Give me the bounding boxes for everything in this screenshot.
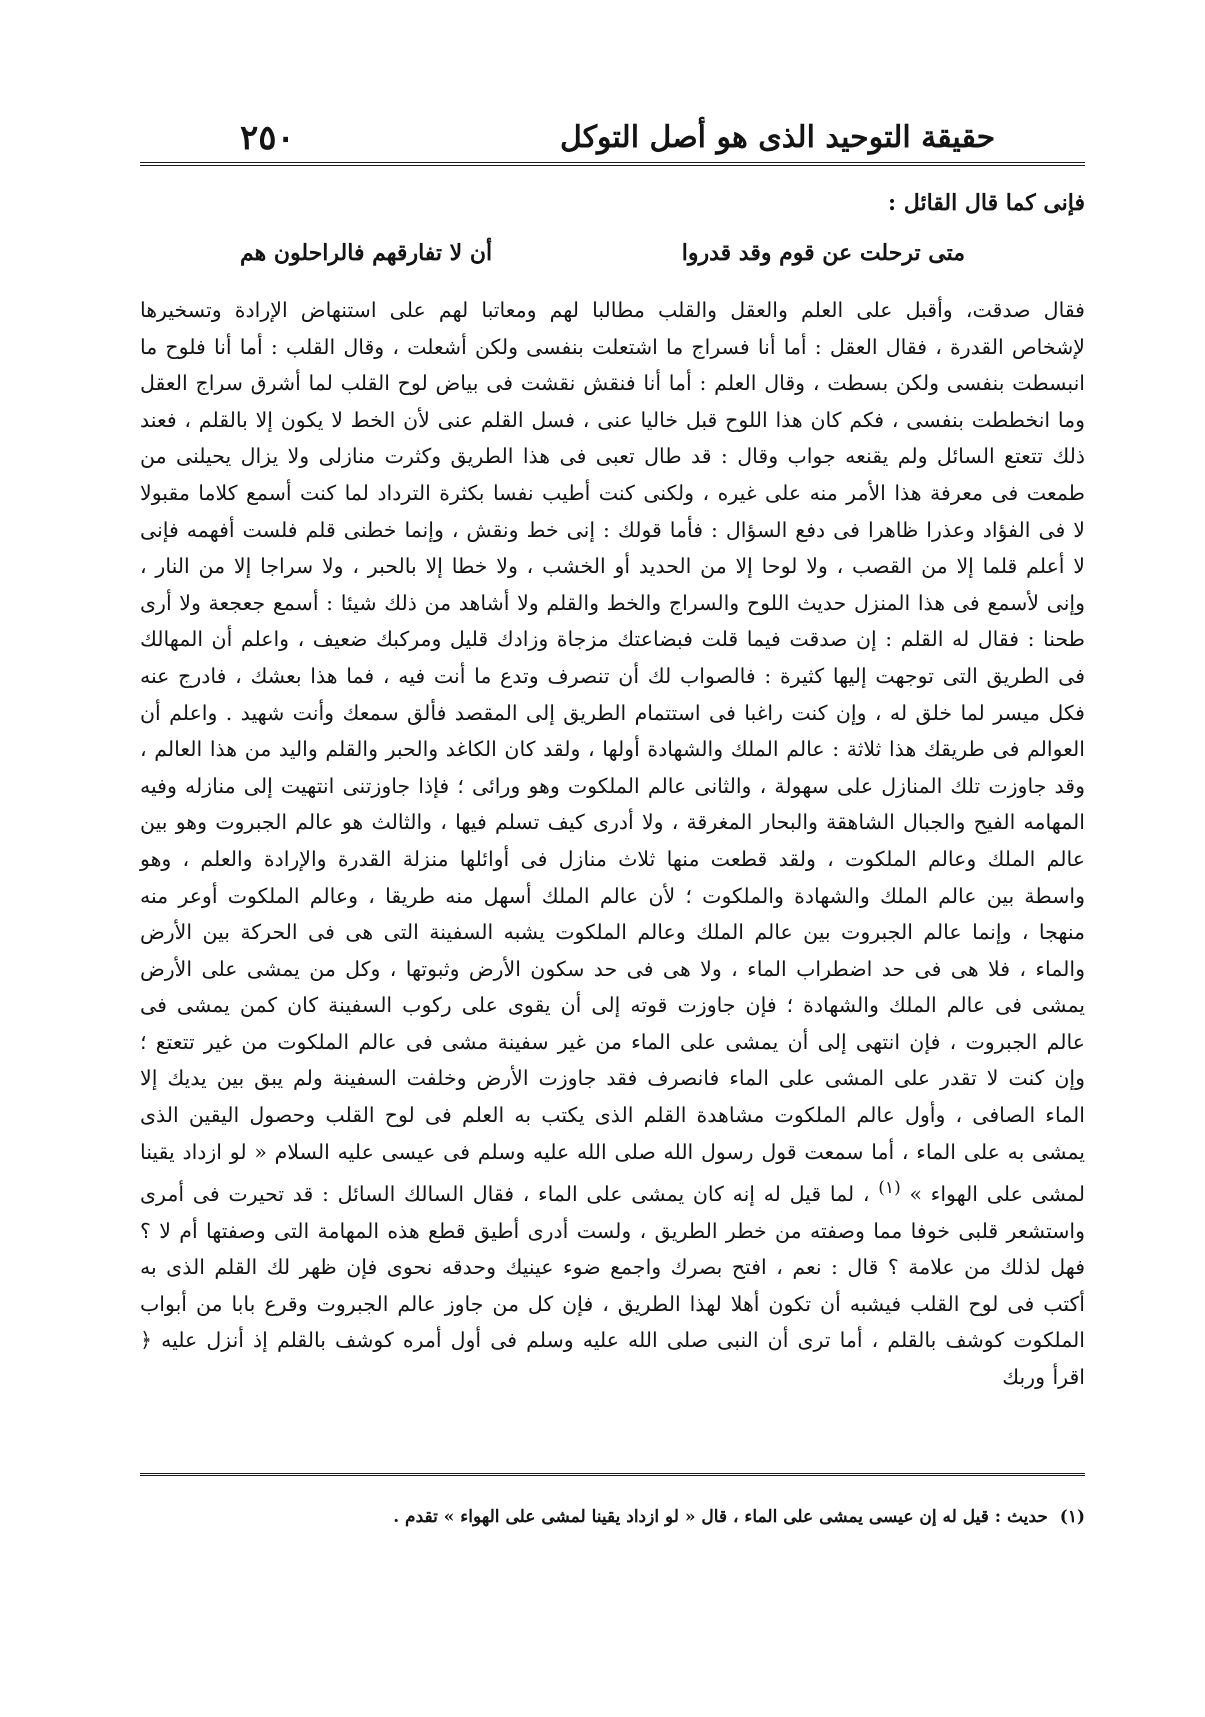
- body-paragraph: [140, 292, 1085, 1396]
- verse-second-hemistich: أن لا تفارقهم فالراحلون هم: [240, 240, 493, 266]
- footnote-reference: (١): [878, 1178, 901, 1199]
- page-header: [140, 112, 1085, 166]
- verse-intro: فإنى كما قال القائل :: [888, 190, 1085, 216]
- body-paragraph-text: فقال صدقت، وأقبل على العلم والعقل والقلب مطالبا لهم ومعاتبا لهم على استنهاض الإرادة وتسخيرها لإشخاص القدرة ، فقال العقل : أما أنا فسراج ما اشتعلت بنفسى ولكن أشعلت ، وقال القلب : أما أنا فلوح ما انبسطت بنفسى ولكن بسطت ، وقال العلم : أما أنا فنقش نقشت فى بياض لوح القلب لما أشرق سراج العقل وما انخططت بنفسى ، فكم كان هذا اللوح قبل خاليا عنى ، فسل القلم عنى لأن الخط لا يكون إلا بالقلم ، فعند ذلك تتعتع السائل ولم يقنعه جواب وقال : قد طال تعبى فى هذا الطريق وكثرت منازلى ولا يزال يحيلنى من طمعت فى معرفة هذا الأمر منه على غيره ، ولكنى كنت أطيب نفسا بكثرة الترداد لما كنت أسمع كلاما مقبولا لا فى الفؤاد وعذرا ظاهرا فى دفع السؤال : فأما قولك : إنى خط ونقش ، وإنما خطنى قلم فلست أفهمه فإنى لا أعلم قلما إلا من القصب ، ولا لوحا إلا من الحديد أو الخشب ، ولا خطا إلا بالحبر ، ولا سراجا إلا من النار ، وإنى لأسمع فى هذا المنزل حديث اللوح والسراج والخط والقلم ولا أشاهد من ذلك شيئا : أسمع جعجعة ولا أرى طحنا : فقال له القلم : إن صدقت فيما قلت فبضاعتك مزجاة وزادك قليل ومركبك ضعيف ، واعلم أن المهالك فى الطريق التى توجهت إليها كثيرة : فالصواب لك أن تنصرف وتدع ما أنت فيه ، فما هذا بعشك ، فادرج عنه فكل ميسر لما خلق له ، وإن كنت راغبا فى استتمام الطريق إلى المقصد فألق سمعك وأنت شهيد . واعلم أن العوالم فى طريقك هذا ثلاثة : عالم الملك والشهادة أولها ، ولقد كان الكاغد والحبر والقلم واليد من هذا العالم ، وقد جاوزت تلك المنازل على سهولة ، والثانى عالم الملكوت وهو ورائى ؛ فإذا جاوزتنى انتهيت إلى منازله وفيه المهامه الفيح والجبال الشاهقة والبحار المغرقة ، ولا أدرى كيف تسلم فيها ، والثالث هو عالم الجبروت وهو بين عالم الملك وعالم الملكوت ، ولقد قطعت منها ثلاث منازل فى أوائلها منزلة القدرة والإرادة والعلم ، وهو واسطة بين عالم الملك والشهادة والملكوت ؛ لأن عالم الملك أسهل منه طريقا ، وعالم الملكوت أوعر منه منهجا ، وإنما عالم الجبروت بين عالم الملك وعالم الملكوت يشبه السفينة التى هى فى الحركة بين الأرض والماء ، فلا هى فى حد اضطراب الماء ، ولا هى فى حد سكون الأرض وثبوتها ، وكل من يمشى على الأرض يمشى فى عالم الملك والشهادة ؛ فإن جاوزت قوته إلى أن يقوى على ركوب السفينة كان كمن يمشى فى عالم الجبروت ، فإن انتهى إلى أن يمشى على الماء من غير سفينة مشى فى عالم الملكوت من غير تتعتع ؛ وإن كنت لا تقدر على المشى على الماء فانصرف فقد جاوزت الأرض وخلفت السفينة ولم يبق بين يديك إلا الماء الصافى ، وأول عالم الملكوت مشاهدة القلم الذى يكتب به العلم فى لوح القلب وحصول اليقين الذى يمشى به على الماء ، أما سمعت قول رسول الله صلى الله عليه وسلم فى عيسى عليه السلام « لو ازداد يقينا لمشى على الهواء »: [140, 298, 1085, 1207]
- running-title: حقيقة التوحيد الذى هو أصل التوكل: [560, 120, 996, 155]
- verse-first-hemistich: متى ترحلت عن قوم وقد قدروا: [681, 240, 965, 266]
- footnote-text: حديث : قيل له إن عيسى يمشى على الماء ، قال « لو ازداد يقينا لمشى على الهواء » تقدم .: [393, 1507, 1048, 1527]
- poetry-verse: [240, 240, 965, 266]
- footnote-divider: [140, 1473, 1085, 1476]
- footnote: [140, 1507, 1085, 1527]
- main-text: [140, 292, 1085, 1396]
- footnote-marker: (١): [1059, 1507, 1085, 1527]
- body-paragraph-continued: ، لما قيل له إنه كان يمشى على الماء ، فقال السالك السائل : قد تحيرت فى أمرى واستشعر قلبى خوفا مما وصفته من خطر الطريق ، ولست أدرى أطيق قطع هذه المهامة التى وصفتها أم لا ؟ فهل لذلك من علامة ؟ قال : نعم ، افتح بصرك واجمع ضوء عينيك وحدقه نحوى فإن ظهر لك القلم الذى به أكتب فى لوح القلب فيشبه أن تكون أهلا لهذا الطريق ، فإن كل من جاوز عالم الجبروت وقرع بابا من أبواب الملكوت كوشف بالقلم ، أما ترى أن النبى صلى الله عليه وسلم فى أول أمره كوشف بالقلم إذ أنزل عليه ﴿ اقرأ وربك: [140, 1182, 1085, 1390]
- page-number: ٢٥٠: [240, 118, 295, 158]
